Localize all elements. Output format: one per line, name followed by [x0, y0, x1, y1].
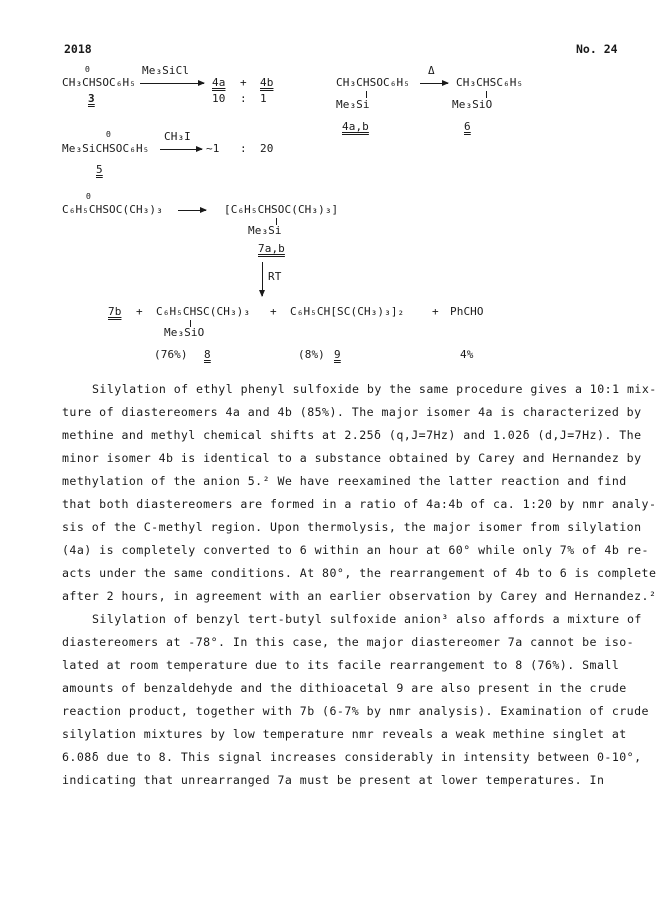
product-9: C₆H₅CH[SC(CH₃)₃]₂ [290, 305, 405, 318]
text-line: after 2 hours, in agreement with an earlier observation by Carey and Hernandez.² [62, 589, 657, 603]
yield-benzaldehyde: 4% [460, 348, 474, 361]
reactant-benzyl-sulfoxide-anion: C₆H₅CHSOC(CH₃)₃ [62, 203, 163, 216]
text-line: ture of diastereomers 4a and 4b (85%). The major isomer 4a is characterized by [62, 405, 642, 419]
product-4b: 4b [260, 76, 274, 89]
product-6-substituent: Me₃SiO [452, 98, 493, 111]
text-line: (4a) is completely converted to 6 within an hour at 60° while only 7% of 4b re- [62, 543, 649, 557]
product-benzaldehyde: PhCHO [450, 305, 484, 318]
text-line: amounts of benzaldehyde and the dithioacetal 9 are also present in the crude [62, 681, 627, 695]
intermediate-7ab: [C₆H₅CHSOC(CH₃)₃] [224, 203, 339, 216]
product-7b: 7b [108, 305, 122, 318]
ratio-value-b: 20 [260, 142, 274, 155]
text-line: methylation of the anion 5.² We have reexamined the latter reaction and find [62, 474, 627, 488]
vertical-arrow [262, 262, 263, 296]
compound-label-7ab: 7a,b [258, 242, 285, 255]
compound-label-9: 9 [334, 348, 341, 361]
ratio-value-a: ~1 [206, 142, 220, 155]
compound-label-3: 3 [88, 92, 95, 105]
compound-label-4ab: 4a,b [342, 120, 369, 133]
ratio-value-a: 10 [212, 92, 226, 105]
product-8: C₆H₅CHSC(CH₃)₃ [156, 305, 251, 318]
condition-rt: RT [268, 270, 282, 283]
reagent-me3sicl: Me₃SiCl [142, 64, 190, 77]
plus-sign: + [240, 76, 247, 89]
reaction-arrow [160, 149, 202, 150]
plus-sign: + [270, 305, 277, 318]
text-line: that both diastereomers are formed in a ratio of 4a:4b of ca. 1:20 by nmr analy- [62, 497, 657, 511]
text-line: indicating that unrearranged 7a must be present at lower temperatures. In [62, 773, 605, 787]
text-line: methine and methyl chemical shifts at 2.25δ (q,J=7Hz) and 1.02δ (d,J=7Hz). The [62, 428, 642, 442]
plus-sign: + [136, 305, 143, 318]
compound-label-6: 6 [464, 120, 471, 133]
text-line: diastereomers at -78°. In this case, the major diastereomer 7a cannot be iso- [62, 635, 635, 649]
text-line: Silylation of benzyl tert-butyl sulfoxide anion³ also affords a mixture of [92, 612, 642, 626]
ratio-value-b: 1 [260, 92, 267, 105]
issue-number: No. 24 [576, 42, 618, 56]
text-line: sis of the C-methyl region. Upon thermolysis, the major isomer from silylation [62, 520, 642, 534]
compound-label-5: 5 [96, 163, 103, 176]
product-6: CH₃CHSC₆H₅ [456, 76, 524, 89]
text-line: 6.08δ due to 8. This signal increases considerably in intensity between 0-10°, [62, 750, 642, 764]
text-line: lated at room temperature due to its facile rearrangement to 8 (76%). Small [62, 658, 620, 672]
yield-9: (8%) [298, 348, 325, 361]
page-number: 2018 [64, 42, 92, 56]
plus-sign: + [432, 305, 439, 318]
ratio-colon: : [240, 92, 247, 105]
bond [486, 91, 487, 98]
compound-label-8: 8 [204, 348, 211, 361]
intermediate-7ab-substituent: Me₃Si [248, 224, 282, 237]
text-line: acts under the same conditions. At 80°, the rearrangement of 4b to 6 is complete [62, 566, 657, 580]
carbanion-charge: Θ [86, 192, 91, 201]
reaction-arrow [420, 83, 448, 84]
ratio-colon: : [240, 142, 247, 155]
text-line: silylation mixtures by low temperature nmr reveals a weak methine singlet at [62, 727, 627, 741]
product-4a: 4a [212, 76, 226, 89]
reactant-4ab: CH₃CHSOC₆H₅ [336, 76, 410, 89]
text-line: reaction product, together with 7b (6-7% by nmr analysis). Examination of crude [62, 704, 649, 718]
product-8-substituent: Me₃SiO [164, 326, 205, 339]
carbanion-charge: Θ [85, 65, 90, 74]
text-line: minor isomer 4b is identical to a substance obtained by Carey and Hernandez by [62, 451, 642, 465]
reactant-5: Me₃SiCHSOC₆H₅ [62, 142, 150, 155]
yield-8: (76%) [154, 348, 188, 361]
reactant-3: CH₃CHSOC₆H₅ [62, 76, 136, 89]
bond [366, 91, 367, 98]
reaction-arrow [140, 83, 204, 84]
reagent-ch3i: CH₃I [164, 130, 191, 143]
heat-symbol: Δ [428, 64, 435, 77]
reaction-arrow [178, 210, 206, 211]
carbanion-charge: Θ [106, 130, 111, 139]
reactant-4ab-substituent: Me₃Si [336, 98, 370, 111]
text-line: Silylation of ethyl phenyl sulfoxide by the same procedure gives a 10:1 mix- [92, 382, 657, 396]
